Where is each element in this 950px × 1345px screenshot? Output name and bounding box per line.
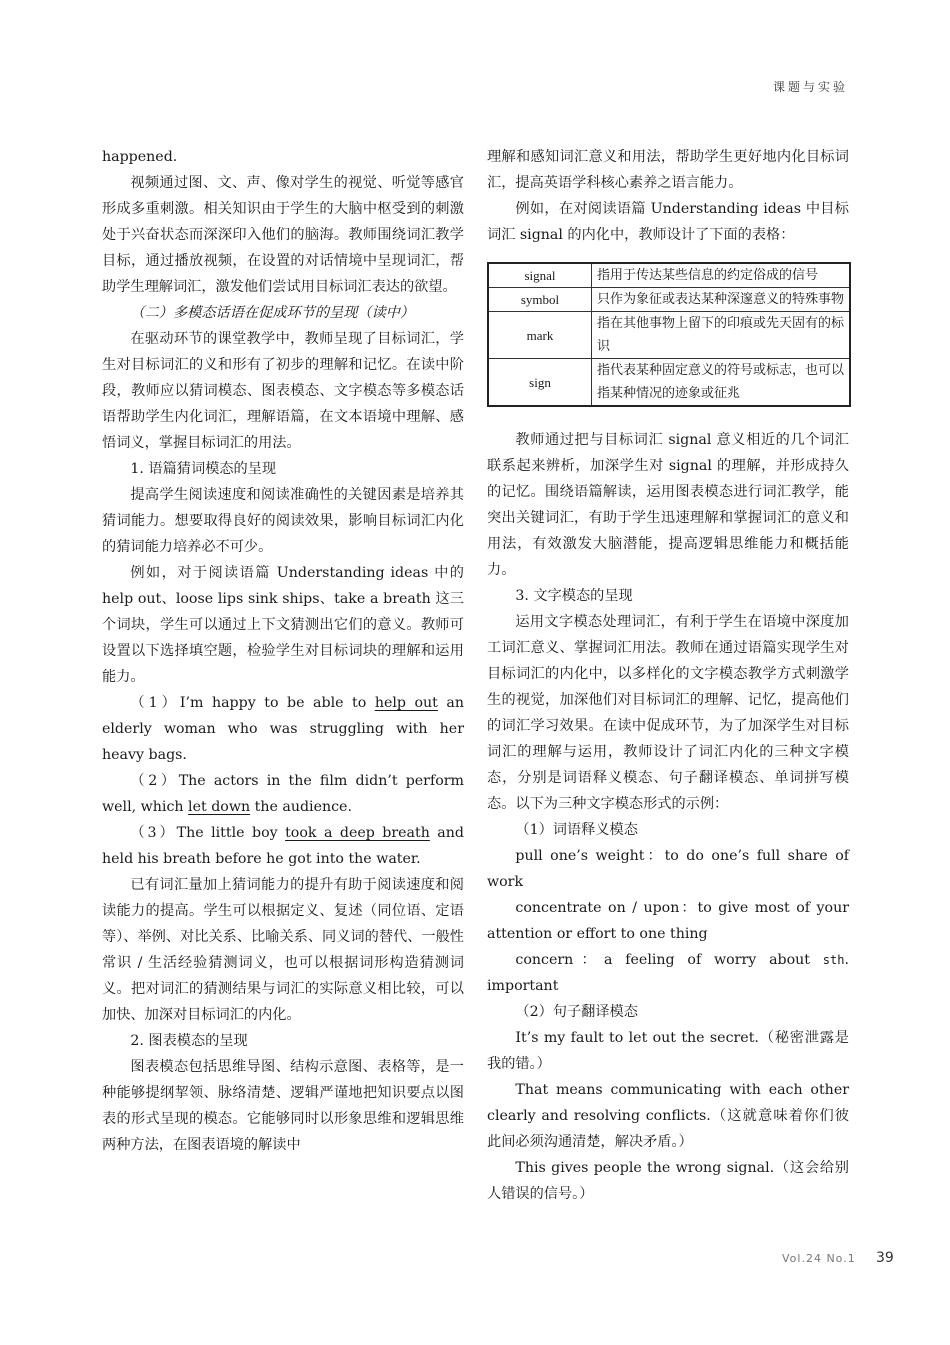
paragraph: 视频通过图、文、声、像对学生的视觉、听觉等感官形成多重刺激。相关知识由于学生的大脑中枢受到的刺激处于兴奋状态而深深印入他们的脑海。教师围绕词汇教学目标，通过播放视频，在设置的对话情境中呈现词汇，帮助学生理解词汇，激发他们尝试用目标词汇表达的欲望。 xyxy=(102,175,464,295)
paragraph: 例如，在对阅读语篇 Understanding ideas 中目标词汇 signal 的内化中，教师设计了下面的表格： xyxy=(487,201,849,243)
mode-heading: （1）词语释义模态 xyxy=(515,822,638,838)
underlined-phrase: took a deep breath xyxy=(285,825,430,841)
volume-info: Vol.24 No.1 xyxy=(782,1252,856,1265)
table-word-cell: symbol xyxy=(488,288,592,312)
paragraph: 例如，对于阅读语篇 Understanding ideas 中的 help out、loose lips sink ships、take a breath 这三个词块，学生可以通过上下文猜测出它们的意义。教师可设置以下选择填空题，检验学生对目标词块的理解和运用能力。 xyxy=(102,565,464,685)
paragraph: 运用文字模态处理词汇，有利于学生在语境中深度加工词汇意义、掌握词汇用法。教师在通过语篇实现学生对目标词汇的内化中，以多样化的文字模态教学方式刺激学生的视觉，加深他们对目标词汇的理解、记忆，提高他们的词汇学习效果。在读中促成环节，为了加深学生对目标词汇的理解与运用，教师设计了词汇内化的三种文字模态，分别是词语释义模态、句子翻译模态、单词拼写模态。以下为三种文字模态形式的示例： xyxy=(487,614,849,812)
example-sentence-1: （1）I’m happy to be able to help out an elderly woman who was struggling with her heavy bags. xyxy=(102,695,464,763)
right-column xyxy=(487,144,849,1207)
mode-heading: （2）句子翻译模态 xyxy=(515,1004,638,1020)
table-word-cell: signal xyxy=(488,263,592,288)
paragraph: happened. xyxy=(102,149,178,165)
subsection-heading: 1. 语篇猜词模态的呈现 xyxy=(130,461,277,477)
translation-example: It’s my fault to let out the secret.（秘密泄露是我的错。） xyxy=(487,1030,849,1072)
paragraph: 已有词汇量加上猜词能力的提升有助于阅读速度和阅读能力的提高。学生可以根据定义、复述（同位语、定语等）、举例、对比关系、比喻关系、同义词的替代、一般性常识 / 生活经验猜测词义，也可以根据词形构造猜测词义。把对词汇的猜测结果与词汇的实际意义相比较，可以加快、加深对目标词汇的内化。 xyxy=(102,877,464,1023)
underlined-phrase: let down xyxy=(188,799,251,815)
vocabulary-table xyxy=(487,262,851,407)
subsection-heading: 2. 图表模态的呈现 xyxy=(130,1033,248,1049)
table-definition-cell: 只作为象征或表达某种深邃意义的特殊事物 xyxy=(592,288,851,312)
paragraph: 理解和感知词汇意义和用法，帮助学生更好地内化目标词汇，提高英语学科核心素养之语言能力。 xyxy=(487,149,849,191)
left-column xyxy=(102,144,464,1158)
translation-example: That means communicating with each other clearly and resolving conflicts.（这就意味着你们彼此间必须沟通清楚，解决矛盾。） xyxy=(487,1082,849,1150)
table-row xyxy=(488,359,850,407)
paragraph: 提高学生阅读速度和阅读准确性的关键因素是培养其猜词能力。想要取得良好的阅读效果，影响目标词汇内化的猜词能力培养必不可少。 xyxy=(102,487,464,555)
table-row xyxy=(488,288,850,312)
paragraph: 教师通过把与目标词汇 signal 意义相近的几个词汇联系起来辨析，加深学生对 signal 的理解，并形成持久的记忆。围绕语篇解读，运用图表模态进行词汇教学，能突出关键词汇，有助于学生迅速理解和掌握词汇的意义和用法，有效激发大脑潜能，提高逻辑思维能力和概括能力。 xyxy=(487,432,849,578)
section-heading: （二）多模态话语在促成环节的呈现（读中） xyxy=(130,305,415,321)
table-definition-cell: 指代表某种固定意义的符号或标志，也可以指某种情况的迹象或征兆 xyxy=(592,359,851,407)
paragraph: 图表模态包括思维导图、结构示意图、表格等，是一种能够提纲挈领、脉络清楚、逻辑严谨地把知识要点以图表的形式呈现的模态。它能够同时以形象思维和逻辑思维两种方法，在图表语境的解读中 xyxy=(102,1059,464,1153)
page-number: 39 xyxy=(876,1250,894,1266)
table-word-cell: sign xyxy=(488,359,592,407)
table-definition-cell: 指用于传达某些信息的约定俗成的信号 xyxy=(592,263,851,288)
example-sentence-3: （3）The little boy took a deep breath and held his breath before he got into the water. xyxy=(102,825,464,867)
definition-example: pull one’s weight：to do one’s full share of work xyxy=(487,848,849,890)
definition-example: concern：a feeling of worry about sth. important xyxy=(487,952,849,994)
paragraph: 在驱动环节的课堂教学中，教师呈现了目标词汇，学生对目标词汇的义和形有了初步的理解和记忆。在读中阶段，教师应以猜词模态、图表模态、文字模态等多模态话语帮助学生内化词汇，理解语篇，在文本语境中理解、感悟词义，掌握目标词汇的用法。 xyxy=(102,331,464,451)
table-definition-cell: 指在其他事物上留下的印痕或先天固有的标识 xyxy=(592,312,851,359)
underlined-phrase: help out xyxy=(374,695,438,711)
table-row xyxy=(488,263,850,288)
translation-example: This gives people the wrong signal.（这会给别人错误的信号。） xyxy=(487,1160,849,1202)
section-header: 课题与实验 xyxy=(772,80,848,94)
definition-example: concentrate on / upon：to give most of your attention or effort to one thing xyxy=(487,900,849,942)
subsection-heading: 3. 文字模态的呈现 xyxy=(515,588,633,604)
table-word-cell: mark xyxy=(488,312,592,359)
table-row xyxy=(488,312,850,359)
example-sentence-2: （2）The actors in the film didn’t perform well, which let down the audience. xyxy=(102,773,464,815)
